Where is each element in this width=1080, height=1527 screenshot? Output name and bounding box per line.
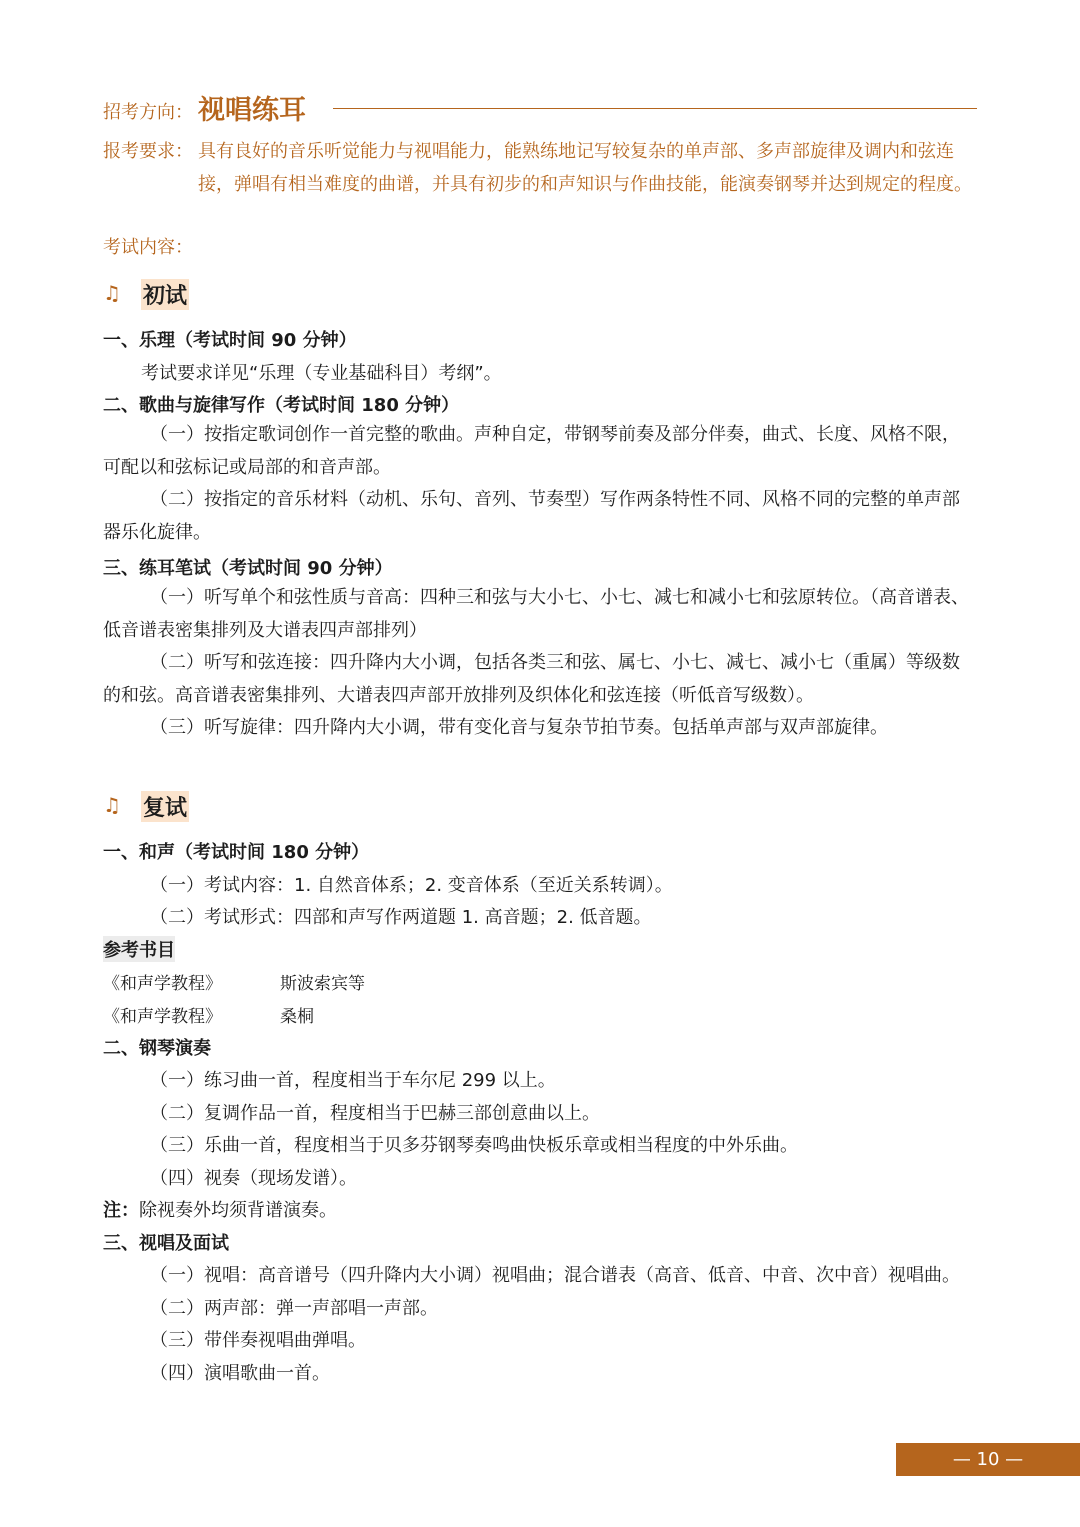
requirement-text: 具有良好的音乐听觉能力与视唱能力，能熟练地记写较复杂的单声部、多声部旋律及调内和弦连接，弹唱有相当难度的曲谱，并具有初步的和声知识与作曲技能，能演奏钢琴并达到规定的程度。 [198,141,972,195]
retest-s3-l3: （三）带伴奏视唱曲弹唱。 [150,1330,366,1351]
retest-s1-heading: 一、和声（考试时间 180 分钟） [103,842,370,863]
book-title: 《和声学教程》 [103,974,222,994]
retest-s3-heading: 三、视唱及面试 [103,1233,229,1254]
retest-s2-l4: （四）视奏（现场发谱）。 [150,1168,357,1189]
note-text: 除视奏外均须背谱演奏。 [139,1200,337,1221]
retest-s3-l2: （二）两声部：弹一声部唱一声部。 [150,1298,438,1319]
music-note-icon: ♫ [103,281,121,305]
section-title: 复试 [141,791,189,822]
music-note-icon: ♫ [103,793,121,817]
retest-s3-l1: （一）视唱：高音谱号（四升降内大小调）视唱曲；混合谱表（高音、低音、中音、次中音）视唱曲。 [150,1265,960,1286]
prelim-s1-text: 考试要求详见“乐理（专业基础科目）考纲”。 [141,363,502,384]
refs-heading: 参考书目 [103,936,175,962]
retest-s2-heading: 二、钢琴演奏 [103,1038,211,1059]
prelim-s1-heading: 一、乐理（考试时间 90 分钟） [103,330,357,351]
retest-s2-l1: （一）练习曲一首，程度相当于车尔尼 299 以上。 [150,1070,556,1091]
retest-s1-l2: （二）考试形式：四部和声写作两道题 1. 高音题；2. 低音题。 [150,907,652,928]
prelim-s3-p1: （一）听写单个和弦性质与音高：四种三和弦与大小七、小七、减七和减小七和弦原转位。（高音谱表、低音谱表密集排列及大谱表四声部排列） [103,587,969,641]
prelim-s3-p3: （三）听写旋律：四升降内大小调，带有变化音与复杂节拍节奏。包括单声部与双声部旋律。 [150,717,888,738]
header-rule [333,108,977,109]
book-author: 斯波索宾等 [280,974,365,994]
retest-s2-l3: （三）乐曲一首，程度相当于贝多芬钢琴奏鸣曲快板乐章或相当程度的中外乐曲。 [150,1135,798,1156]
direction-label: 招考方向： [103,102,193,123]
page-title: 视唱练耳 [198,95,306,126]
prelim-s2-p2: （二）按指定的音乐材料（动机、乐句、音列、节奏型）写作两条特性不同、风格不同的完整的单声部器乐化旋律。 [103,489,960,543]
retest-s1-l1: （一）考试内容：1. 自然音体系；2. 变音体系（至近关系转调）。 [150,875,673,896]
book-title: 《和声学教程》 [103,1007,222,1027]
page-number: — 10 — [896,1443,1080,1476]
prelim-s2-p1: （一）按指定歌词创作一首完整的歌曲。声种自定，带钢琴前奏及部分伴奏，曲式、长度、风格不限，可配以和弦标记或局部的和音声部。 [103,424,960,478]
requirement-label: 报考要求： [103,141,193,162]
note-label: 注： [103,1200,139,1221]
requirement-block [103,136,977,201]
retest-s2-l2: （二）复调作品一首，程度相当于巴赫三部创意曲以上。 [150,1103,600,1124]
retest-s3-l4: （四）演唱歌曲一首。 [150,1363,330,1384]
note-line [103,1196,337,1222]
prelim-s3-p2: （二）听写和弦连接：四升降内大小调，包括各类三和弦、属七、小七、减七、减小七（重属）等级数的和弦。高音谱表密集排列、大谱表四声部开放排列及织体化和弦连接（听低音写级数）。 [103,652,960,706]
page-header [103,88,977,128]
prelim-s2-heading: 二、歌曲与旋律写作（考试时间 180 分钟） [103,395,460,416]
content-label: 考试内容： [103,237,193,258]
section-title: 初试 [141,279,189,310]
book-author: 桑桐 [280,1007,314,1027]
prelim-s3-heading: 三、练耳笔试（考试时间 90 分钟） [103,558,393,579]
